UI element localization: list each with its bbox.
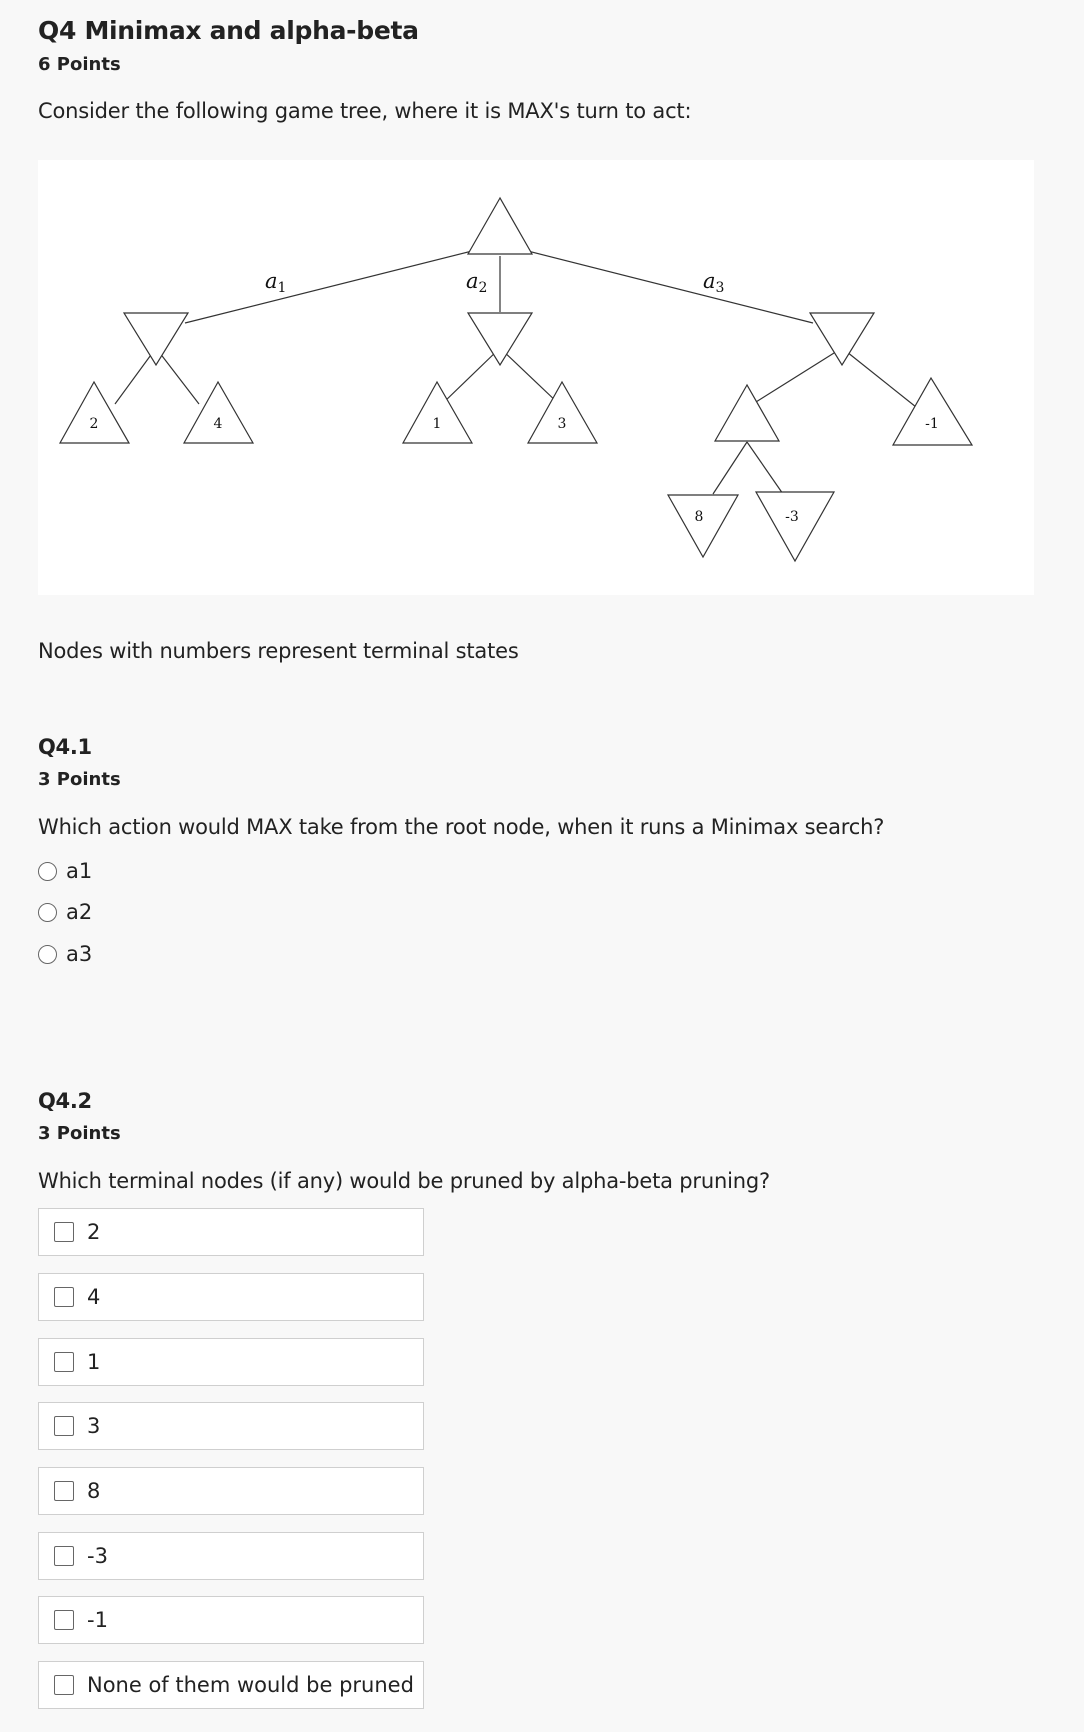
edge-label-a3: a3	[703, 269, 725, 296]
root-max-node	[468, 198, 532, 254]
leaf-value-2: 2	[89, 416, 99, 432]
leaf-value-3: 3	[557, 416, 567, 432]
checkbox[interactable]	[54, 1546, 74, 1566]
leaf-value-1: 1	[432, 416, 442, 432]
checkbox-option-2[interactable]	[38, 1208, 424, 1256]
q4-2-prompt: Which terminal nodes (if any) would be pruned by alpha-beta pruning?	[38, 1169, 770, 1193]
q4-note: Nodes with numbers represent terminal states	[38, 639, 519, 663]
checkbox-option-minus-3[interactable]	[38, 1532, 424, 1580]
checkbox[interactable]	[54, 1352, 74, 1372]
leaf-node-3	[528, 382, 597, 443]
q4-1-title: Q4.1	[38, 735, 92, 759]
q4-2-points: 3 Points	[38, 1123, 121, 1144]
checkbox-label: -3	[87, 1544, 108, 1568]
leaf-node-8	[668, 495, 738, 557]
edge-a1	[185, 244, 500, 323]
checkbox[interactable]	[54, 1481, 74, 1501]
radio-label: a1	[66, 859, 93, 883]
leaf-node--3	[756, 492, 834, 561]
checkbox-label: -1	[87, 1608, 108, 1632]
radio-button[interactable]	[38, 903, 57, 922]
edge-min1-leaf-4	[156, 348, 199, 404]
leaf-node-2	[60, 382, 129, 443]
q4-1-points: 3 Points	[38, 769, 121, 790]
checkbox[interactable]	[54, 1287, 74, 1307]
checkbox-option-4[interactable]	[38, 1273, 424, 1321]
radio-option-a1[interactable]	[38, 855, 92, 887]
leaf-value--1: -1	[925, 416, 939, 432]
checkbox-option-8[interactable]	[38, 1467, 424, 1515]
checkbox-label: None of them would be pruned	[87, 1673, 414, 1697]
radio-label: a2	[66, 900, 93, 924]
checkbox-label: 3	[87, 1414, 101, 1438]
radio-option-a3[interactable]	[38, 938, 92, 970]
radio-button[interactable]	[38, 945, 57, 964]
edge-max-leaf-8	[713, 442, 747, 494]
checkbox[interactable]	[54, 1675, 74, 1695]
q4-title: Q4 Minimax and alpha-beta	[38, 16, 419, 45]
checkbox-label: 8	[87, 1479, 101, 1503]
q4-points: 6 Points	[38, 54, 121, 75]
checkbox[interactable]	[54, 1416, 74, 1436]
min-node-2	[468, 313, 532, 365]
min-node-3	[810, 313, 874, 365]
leaf-value-8: 8	[694, 509, 704, 525]
checkbox[interactable]	[54, 1222, 74, 1242]
game-tree-figure	[38, 160, 1034, 595]
edge-min3-max	[748, 348, 842, 407]
leaf-value--3: -3	[785, 509, 799, 525]
checkbox-option-none[interactable]	[38, 1661, 424, 1709]
edge-a3	[500, 244, 813, 323]
checkbox[interactable]	[54, 1610, 74, 1630]
min-node-1	[124, 313, 188, 365]
edge-label-a2: a2	[466, 269, 488, 296]
checkbox-option-1[interactable]	[38, 1338, 424, 1386]
q4-2-title: Q4.2	[38, 1089, 92, 1113]
leaf-node-4	[184, 382, 253, 443]
q4-intro: Consider the following game tree, where it is MAX's turn to act:	[38, 99, 692, 123]
checkbox-label: 4	[87, 1285, 101, 1309]
checkbox-option-minus-1[interactable]	[38, 1596, 424, 1644]
leaf-node-1	[403, 382, 472, 443]
leaf-value-4: 4	[213, 416, 223, 432]
edge-label-a1: a1	[265, 269, 287, 296]
q4-1-prompt: Which action would MAX take from the root node, when it runs a Minimax search?	[38, 815, 885, 839]
edge-min1-leaf-2	[115, 348, 156, 404]
radio-label: a3	[66, 942, 93, 966]
radio-option-a2[interactable]	[38, 896, 92, 928]
game-tree-diagram	[38, 160, 1034, 595]
radio-button[interactable]	[38, 862, 57, 881]
edge-max-leaf--3	[747, 442, 783, 494]
checkbox-label: 2	[87, 1220, 101, 1244]
checkbox-option-3[interactable]	[38, 1402, 424, 1450]
edge-min2-leaf-1	[442, 348, 500, 404]
checkbox-label: 1	[87, 1350, 101, 1374]
edge-min3-leaf--1	[842, 348, 916, 407]
edge-min2-leaf-3	[500, 348, 559, 404]
leaf-node--1	[893, 378, 972, 445]
